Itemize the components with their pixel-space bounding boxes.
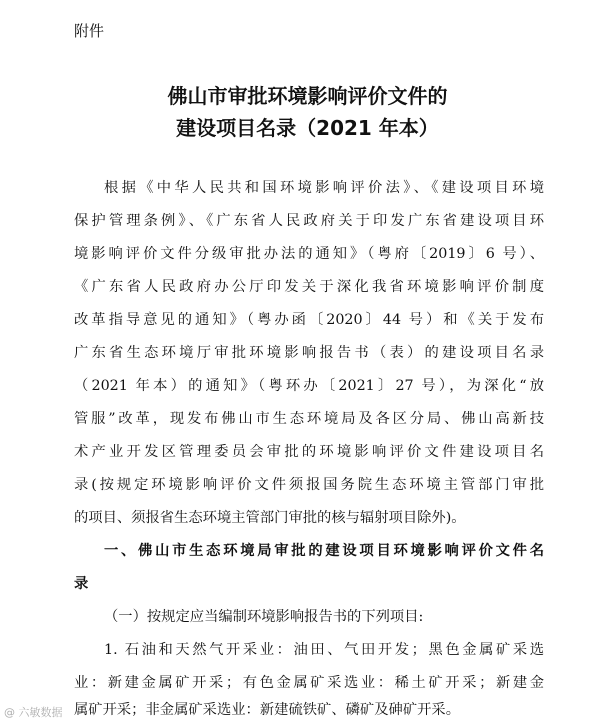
paragraph-line: 境影响评价文件分级审批办法的通知》（粤府〔2019〕6 号）、	[74, 246, 544, 262]
section-heading-line: 一、佛山市生态环境局审批的建设项目环境影响评价文件名	[104, 543, 544, 559]
paragraph-line: （2021 年本）的通知》（粤环办〔2021〕27 号），为深化“放	[74, 378, 544, 394]
section-heading-line: 录	[74, 576, 89, 592]
subsection-heading: （一）按规定应当编制环境影响报告书的下列项目:	[104, 609, 424, 625]
list-item-line: 业：新建金属矿开采；有色金属矿采选业：稀土矿开采；新建金	[74, 675, 544, 691]
paragraph-line: 《广东省人民政府办公厅印发关于深化我省环境影响评价制度	[74, 279, 544, 295]
document-title-line-1: 佛山市审批环境影响评价文件的	[167, 84, 448, 108]
watermark: @ 六敏数据	[4, 706, 63, 719]
paragraph-line: 的项目、须报省生态环境主管部门审批的核与辐射项目除外)。	[74, 510, 466, 526]
paragraph-line: 录(按规定环境影响评价文件须报国务院生态环境主管部门审批	[74, 477, 544, 493]
list-item-line: 属矿开采；非金属矿采选业：新建硫铁矿、磷矿及砷矿开采。	[74, 702, 461, 718]
paragraph-line: 根据《中华人民共和国环境影响评价法》、《建设项目环境	[104, 180, 544, 196]
attachment-label: 附件	[74, 22, 105, 40]
paragraph-line: 术产业开发区管理委员会审批的环境影响评价文件建设项目名	[74, 444, 544, 460]
paragraph-line: 改革指导意见的通知》（粤办函〔2020〕44 号）和《关于发布	[74, 312, 544, 328]
list-item-line: 1. 石油和天然气开采业：油田、气田开发；黑色金属矿采选	[104, 642, 544, 658]
paragraph-line: 保护管理条例》、《广东省人民政府关于印发广东省建设项目环	[74, 213, 544, 229]
paragraph-line: 广东省生态环境厅审批环境影响报告书（表）的建设项目名录	[74, 345, 544, 361]
document-title-line-2: 建设项目名录（2021 年本）	[176, 116, 439, 140]
paragraph-line: 管服”改革，现发布佛山市生态环境局及各区分局、佛山高新技	[74, 411, 544, 427]
